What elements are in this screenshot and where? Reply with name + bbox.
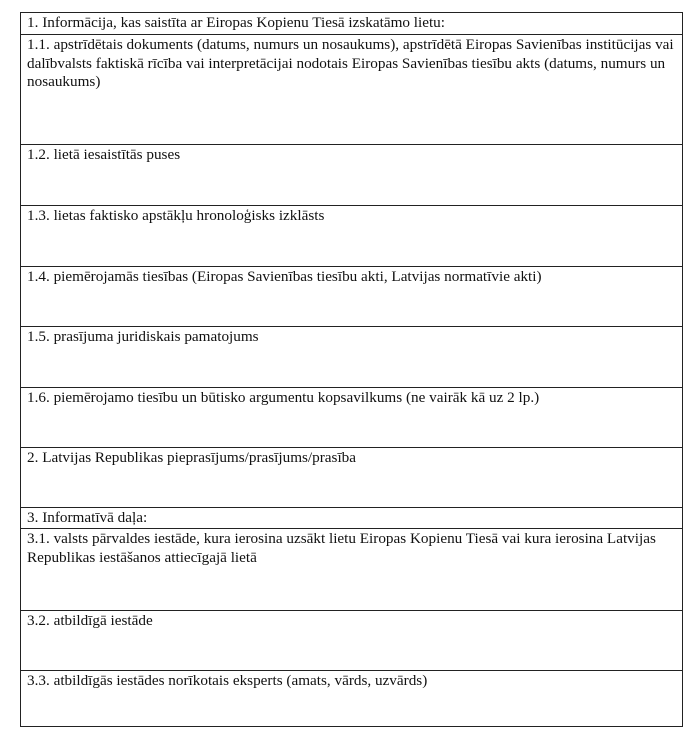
section-3-header: 3. Informatīvā daļa:: [27, 509, 148, 526]
item-3-2-label: 3.2. atbildīgā iestāde: [27, 612, 153, 629]
item-1-6-row[interactable]: [21, 387, 682, 447]
item-3-2-row[interactable]: [21, 610, 682, 670]
item-1-4-row[interactable]: [21, 266, 682, 326]
item-1-3-row[interactable]: [21, 205, 682, 266]
section-1-header: 1. Informācija, kas saistīta ar Eiropas Kopienu Tiesā izskatāmo lietu:: [27, 14, 445, 31]
item-1-4-label: 1.4. piemērojamās tiesības (Eiropas Savienības tiesību akti, Latvijas normatīvie akti): [27, 268, 542, 285]
section-2-row[interactable]: [21, 447, 682, 507]
item-1-2-row[interactable]: [21, 144, 682, 205]
item-1-6-label: 1.6. piemērojamo tiesību un būtisko argumentu kopsavilkums (ne vairāk kā uz 2 lp.): [27, 389, 540, 406]
item-3-1-row[interactable]: [21, 528, 682, 610]
item-3-3-label: 3.3. atbildīgās iestādes norīkotais eksperts (amats, vārds, uzvārds): [27, 672, 428, 689]
item-1-5-row[interactable]: [21, 326, 682, 387]
form-table: [20, 12, 683, 727]
item-1-1-row[interactable]: [21, 34, 682, 144]
section-3-header-row: [21, 507, 682, 528]
section-1-header-row: [21, 13, 682, 34]
item-1-5-label: 1.5. prasījuma juridiskais pamatojums: [27, 328, 259, 345]
item-1-1-label: 1.1. apstrīdētais dokuments (datums, numurs un nosaukums), apstrīdētā Eiropas Savienības institūcijas vai dalībvalsts faktiskā rīcība vai interpretācijai nodotais Eiropas Savienības tiesību akts (datums, numurs un nosaukums): [27, 36, 674, 90]
item-3-1-label: 3.1. valsts pārvaldes iestāde, kura ierosina uzsākt lietu Eiropas Kopienu Tiesā vai kura ierosina Latvijas Republikas iestāšanos attiecīgajā lietā: [27, 530, 656, 566]
item-3-3-row[interactable]: [21, 670, 682, 726]
section-2-label: 2. Latvijas Republikas pieprasījums/prasījums/prasība: [27, 449, 357, 466]
item-1-3-label: 1.3. lietas faktisko apstākļu hronoloģisks izklāsts: [27, 207, 325, 224]
item-1-2-label: 1.2. lietā iesaistītās puses: [27, 146, 181, 163]
